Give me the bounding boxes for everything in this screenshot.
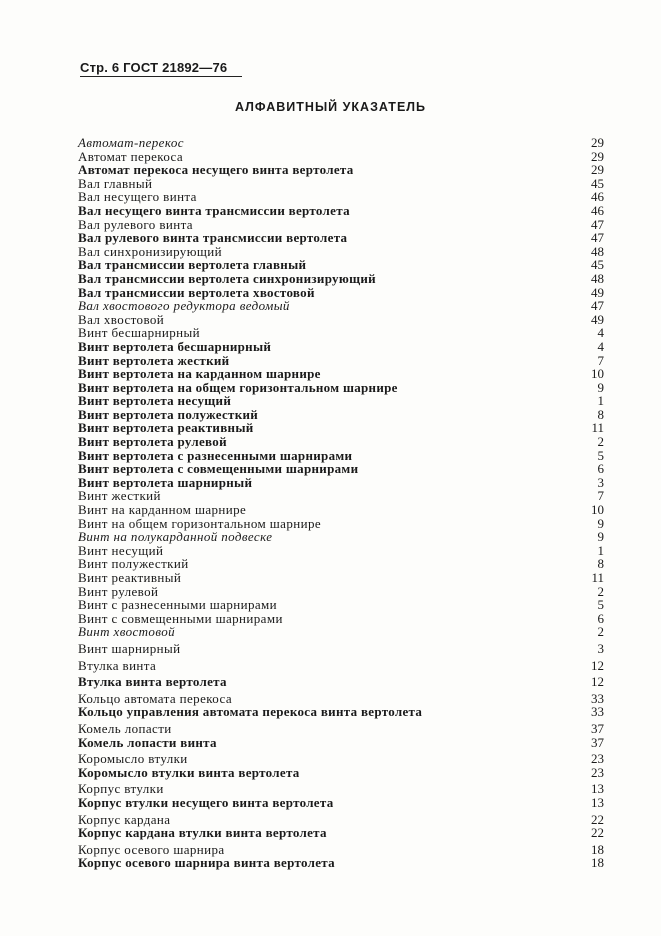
index-entry (78, 190, 604, 204)
index-entry (78, 612, 604, 626)
index-entry (78, 231, 604, 245)
index-page-number: 5 (597, 597, 604, 613)
index-page-number: 47 (591, 230, 604, 246)
index-term: Винт вертолета на карданном шарнире (78, 366, 321, 382)
index-term: Вал трансмиссии вертолета главный (78, 257, 307, 273)
index-entry (78, 245, 604, 259)
index-page-number: 8 (597, 406, 604, 422)
index-term: Кольцо автомата перекоса (78, 690, 233, 706)
index-term: Винт рулевой (78, 583, 159, 599)
index-page-number: 9 (597, 379, 604, 395)
index-term: Винт с совмещенными шарнирами (78, 610, 283, 626)
index-entry (78, 598, 604, 612)
alphabetical-index (78, 136, 604, 870)
index-term: Вал рулевого винта трансмиссии вертолета (78, 230, 348, 246)
index-term: Винт жесткий (78, 488, 161, 504)
index-entry (78, 843, 604, 857)
index-term: Вал несущего винта (78, 189, 197, 205)
index-entry (78, 782, 604, 796)
index-page-number: 49 (591, 311, 604, 327)
index-entry (78, 659, 604, 673)
index-entry (78, 705, 604, 719)
index-term: Винт вертолета несущий (78, 393, 232, 409)
index-term: Корпус осевого шарнира (78, 841, 225, 857)
index-page-number: 1 (597, 542, 604, 558)
index-entry (78, 381, 604, 395)
index-entry (78, 766, 604, 780)
index-term: Вал хвостового редуктора ведомый (78, 298, 290, 314)
index-page-number: 3 (597, 474, 604, 490)
index-page-number: 46 (591, 189, 604, 205)
index-entry (78, 326, 604, 340)
index-term: Винт на общем горизонтальном шарнире (78, 515, 322, 531)
page-header: Стр. 6 ГОСТ 21892—76 (80, 60, 242, 77)
index-term: Вал несущего винта трансмиссии вертолета (78, 202, 350, 218)
index-entry (78, 421, 604, 435)
index-term: Вал трансмиссии вертолета синхронизирующий (78, 270, 376, 286)
index-page-number: 12 (591, 674, 604, 690)
index-entry (78, 218, 604, 232)
index-term: Винт бесшарнирный (78, 325, 200, 341)
index-page-number: 23 (591, 764, 604, 780)
index-entry (78, 642, 604, 656)
index-entry (78, 286, 604, 300)
index-entry (78, 313, 604, 327)
index-entry (78, 826, 604, 840)
index-entry (78, 557, 604, 571)
index-entry (78, 136, 604, 150)
index-term: Корпус втулки несущего винта вертолета (78, 794, 334, 810)
index-term: Автомат перекоса несущего винта вертолета (78, 162, 354, 178)
index-term: Автомат-перекос (78, 135, 184, 150)
index-entry (78, 544, 604, 558)
index-entry (78, 163, 604, 177)
index-entry (78, 752, 604, 766)
index-entry (78, 503, 604, 517)
index-page-number: 37 (591, 720, 604, 736)
index-page-number: 48 (591, 270, 604, 286)
index-page-number: 12 (591, 657, 604, 673)
index-page-number: 29 (591, 135, 604, 150)
index-page-number: 33 (591, 704, 604, 720)
index-entry (78, 692, 604, 706)
index-term: Винт с разнесенными шарнирами (78, 597, 278, 613)
index-term: Вал хвостовой (78, 311, 165, 327)
index-entry (78, 856, 604, 870)
index-entry (78, 530, 604, 544)
index-page-number: 46 (591, 202, 604, 218)
index-entry (78, 813, 604, 827)
index-term: Винт вертолета полужесткий (78, 406, 259, 422)
index-term: Корпус втулки (78, 781, 164, 797)
index-entry (78, 272, 604, 286)
index-term: Кольцо управления автомата перекоса винта вертолета (78, 704, 423, 720)
index-term: Винт хвостовой (78, 624, 175, 640)
index-page-number: 22 (591, 825, 604, 841)
index-page-number: 3 (597, 640, 604, 656)
index-term: Втулка винта (78, 657, 157, 673)
index-title: АЛФАВИТНЫЙ УКАЗАТЕЛЬ (234, 100, 427, 114)
index-term: Винт вертолета бесшарнирный (78, 338, 272, 354)
index-page-number: 11 (591, 420, 604, 436)
index-term: Комель лопасти (78, 720, 172, 736)
index-page-number: 2 (597, 583, 604, 599)
index-page-number: 6 (597, 461, 604, 477)
index-page-number: 18 (591, 855, 604, 871)
index-entry (78, 517, 604, 531)
index-page-number: 29 (591, 162, 604, 178)
index-entry (78, 449, 604, 463)
index-page-number: 9 (597, 529, 604, 545)
index-page-number: 23 (591, 751, 604, 767)
index-entry (78, 571, 604, 585)
index-entry (78, 489, 604, 503)
index-page-number: 2 (597, 434, 604, 450)
index-entry (78, 408, 604, 422)
index-page-number: 22 (591, 811, 604, 827)
index-entry (78, 299, 604, 313)
index-entry (78, 462, 604, 476)
index-term: Винт полужесткий (78, 556, 189, 572)
index-term: Винт реактивный (78, 570, 182, 585)
index-entry (78, 394, 604, 408)
index-page-number: 29 (591, 148, 604, 164)
index-term: Коромысло втулки (78, 751, 188, 767)
index-entry (78, 258, 604, 272)
index-term: Винт вертолета жесткий (78, 352, 230, 368)
index-page-number: 13 (591, 781, 604, 797)
index-page-number: 6 (597, 610, 604, 626)
index-entry (78, 476, 604, 490)
index-page-number: 45 (591, 175, 604, 191)
index-page-number: 48 (591, 243, 604, 259)
index-page-number: 5 (597, 447, 604, 463)
index-term: Вал синхронизирующий (78, 243, 222, 259)
index-page-number: 47 (591, 216, 604, 232)
index-entry (78, 367, 604, 381)
index-page-number: 10 (591, 366, 604, 382)
index-page-number: 49 (591, 284, 604, 300)
index-entry (78, 675, 604, 689)
index-term: Вал рулевого винта (78, 216, 193, 232)
index-entry (78, 796, 604, 810)
index-page-number: 9 (597, 515, 604, 531)
index-term: Корпус кардана втулки винта вертолета (78, 825, 327, 841)
index-entry (78, 204, 604, 218)
index-term: Винт несущий (78, 542, 164, 558)
index-entry (78, 625, 604, 639)
index-entry (78, 177, 604, 191)
index-page-number: 33 (591, 690, 604, 706)
index-entry (78, 585, 604, 599)
index-term: Винт вертолета с разнесенными шарнирами (78, 447, 353, 463)
index-page-number: 47 (591, 298, 604, 314)
index-page-number: 18 (591, 841, 604, 857)
index-page-number: 7 (597, 352, 604, 368)
index-term: Винт вертолета реактивный (78, 420, 254, 436)
index-term: Коромысло втулки винта вертолета (78, 764, 300, 780)
index-term: Винт вертолета на общем горизонтальном шарнире (78, 379, 398, 395)
index-entry (78, 340, 604, 354)
index-page-number: 1 (597, 393, 604, 409)
index-term: Винт вертолета рулевой (78, 434, 227, 450)
index-page-number: 11 (591, 570, 604, 585)
index-term: Комель лопасти винта (78, 734, 217, 750)
index-term: Автомат перекоса (78, 148, 184, 164)
index-term: Винт шарнирный (78, 640, 181, 656)
index-entry (78, 150, 604, 164)
index-page-number: 4 (597, 325, 604, 341)
index-page-number: 37 (591, 734, 604, 750)
index-term: Корпус осевого шарнира винта вертолета (78, 855, 335, 871)
index-page-number: 4 (597, 338, 604, 354)
index-entry (78, 722, 604, 736)
index-term: Винт вертолета с совмещенными шарнирами (78, 461, 359, 477)
index-term: Винт на карданном шарнире (78, 502, 247, 518)
index-entry (78, 354, 604, 368)
index-page-number: 45 (591, 257, 604, 273)
index-term: Корпус кардана (78, 811, 171, 827)
index-term: Вал трансмиссии вертолета хвостовой (78, 284, 315, 300)
index-entry (78, 736, 604, 750)
index-page-number: 7 (597, 488, 604, 504)
index-term: Винт на полукарданной подвеске (78, 529, 273, 545)
index-term: Винт вертолета шарнирный (78, 474, 253, 490)
index-term: Вал главный (78, 175, 153, 191)
index-page-number: 2 (597, 624, 604, 640)
index-term: Втулка винта вертолета (78, 674, 227, 690)
index-page-number: 13 (591, 794, 604, 810)
index-page-number: 10 (591, 502, 604, 518)
index-page-number: 8 (597, 556, 604, 572)
index-entry (78, 435, 604, 449)
